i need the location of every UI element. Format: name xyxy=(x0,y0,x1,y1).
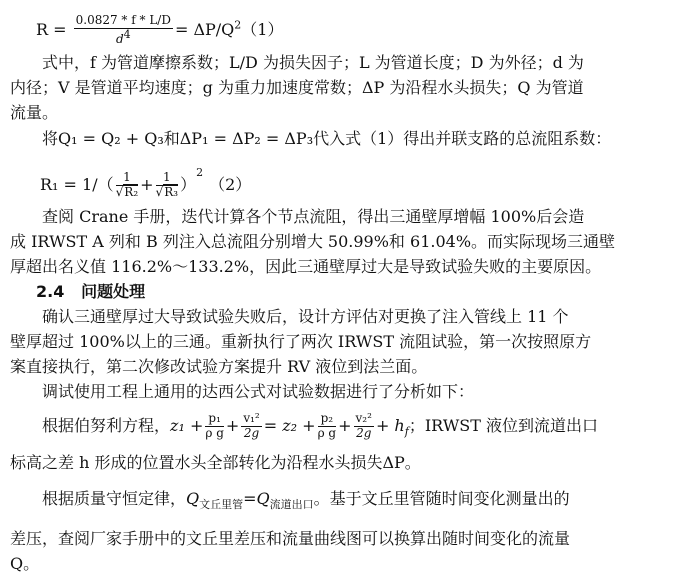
section-title: 问题处理 xyxy=(81,282,146,301)
bernoulli-line2: 标高之差 h 形成的位置水头全部转化为沿程水头损失ΔP。 xyxy=(10,453,421,472)
bernoulli-v2-frac: $\frac{\text{v₂²}}{2g}$ xyxy=(355,411,372,440)
eq2-number: （2） xyxy=(209,175,252,194)
para-vars-line3: 流量。 xyxy=(10,103,59,122)
eq2-close: ） xyxy=(180,175,197,194)
bernoulli-suffix: ；IRWST 液位到流道出口 xyxy=(408,415,598,435)
eq1-lhs: R = xyxy=(36,19,72,39)
eq2-term1: $\frac{1}{\text{√R₂}}$ xyxy=(115,170,139,199)
mass-line2: 差压，查阅厂家手册中的文丘里差压和流量曲线图可以换算出随时间变化的流量 xyxy=(10,529,571,548)
eq1-numerator: 0.0827 * f * L/D xyxy=(75,13,171,27)
eq1-denominator: $d^4$ xyxy=(115,27,131,46)
bernoulli-z2: = z₂ + xyxy=(263,415,316,435)
mass-suffix: 。基于文丘里管随时间变化测量出的 xyxy=(313,489,570,508)
bernoulli-hf-sub: f xyxy=(404,424,409,438)
bernoulli-p2-frac: $\frac{\text{p₂}}{\text{ρ g}}$ xyxy=(317,411,337,440)
section-number: 2.4 xyxy=(36,282,65,301)
eq2-lhs: R₁ = 1/（ xyxy=(40,175,114,194)
eq2-exponent: 2 xyxy=(196,166,204,179)
eq1-number: （1） xyxy=(241,19,284,39)
para-crane-line2: 成 IRWST A 列和 B 列注入总流阻分别增大 50.99%和 61.04%。而实际现场三通壁 xyxy=(10,232,616,251)
mass-eq: = xyxy=(243,489,257,508)
bernoulli-prefix: 根据伯努利方程， xyxy=(42,415,171,435)
eq2-plus: + xyxy=(140,175,154,194)
eq2-term2: $\frac{1}{\text{√R₃}}$ xyxy=(155,170,179,199)
mass-prefix: 根据质量守恒定律， xyxy=(42,489,187,508)
mass-q2: Q xyxy=(256,489,270,508)
substitution-line: 将Q₁ = Q₂ + Q₃和ΔP₁ = ΔP₂ = ΔP₃代入式（1）得出并联支路的总流阻系数： xyxy=(42,129,612,148)
bernoulli-z1: z₁ + xyxy=(170,415,204,435)
para-handle-line1: 确认三通壁厚过大导致试验失败后，设计方评估对更换了注入管线上 11 个 xyxy=(42,307,569,326)
para-vars-line2: 内径；V 是管道平均速度；g 为重力加速度常数；ΔP 为沿程水头损失；Q 为管道 xyxy=(10,78,584,97)
bernoulli-v1-frac: $\frac{\text{v₁²}}{2g}$ xyxy=(243,411,260,440)
mass-q1-sub: 文丘里管 xyxy=(199,498,244,512)
section-heading xyxy=(36,281,145,303)
bernoulli-line: 根据伯努利方程，z₁ + $\frac{\text{p₁}}{\text{ρ g}}$ + $\frac{\text{v₁²}}{2g}$ = z₂ + $\frac{\text{p₂}}{\text{ρ g}}$ + $\frac{\text{v₂²}}{2g}$ + $h_f$；IRWST 液位到流道出口 xyxy=(42,411,598,440)
para-darcy: 调试使用工程上通用的达西公式对试验数据进行了分析如下： xyxy=(42,382,475,401)
mass-q2-sub: 流道出口 xyxy=(269,498,314,512)
bernoulli-p1-frac: $\frac{\text{p₁}}{\text{ρ g}}$ xyxy=(205,411,224,440)
para-vars-line1: 式中，f 为管道摩擦系数；L/D 为损失因子；L 为管道长度；D 为外径；d 为 xyxy=(42,53,584,72)
mass-q1: Q xyxy=(186,489,200,508)
para-crane-line3: 厚超出名义值 116.2%～133.2%，因此三通壁厚过大是导致试验失败的主要原因。 xyxy=(10,257,602,276)
equation-1 xyxy=(36,14,283,47)
eq1-rhs-exponent: 2 xyxy=(234,18,242,32)
mass-line xyxy=(42,488,570,516)
mass-line3: Q。 xyxy=(10,554,40,573)
bernoulli-hf: + h xyxy=(375,415,405,435)
para-crane-line1: 查阅 Crane 手册，迭代计算各个节点流阻，得出三通壁厚增幅 100%后会造 xyxy=(42,207,585,226)
eq1-fraction xyxy=(74,14,173,47)
para-handle-line3: 案直接执行，第二次修改试验方案提升 RV 液位到法兰面。 xyxy=(10,357,428,376)
equation-2 xyxy=(40,162,251,200)
eq1-rhs: = ΔP/Q xyxy=(174,19,235,39)
para-handle-line2: 壁厚超过 100%以上的三通。重新执行了两次 IRWST 流阻试验，第一次按照原方 xyxy=(10,332,592,351)
